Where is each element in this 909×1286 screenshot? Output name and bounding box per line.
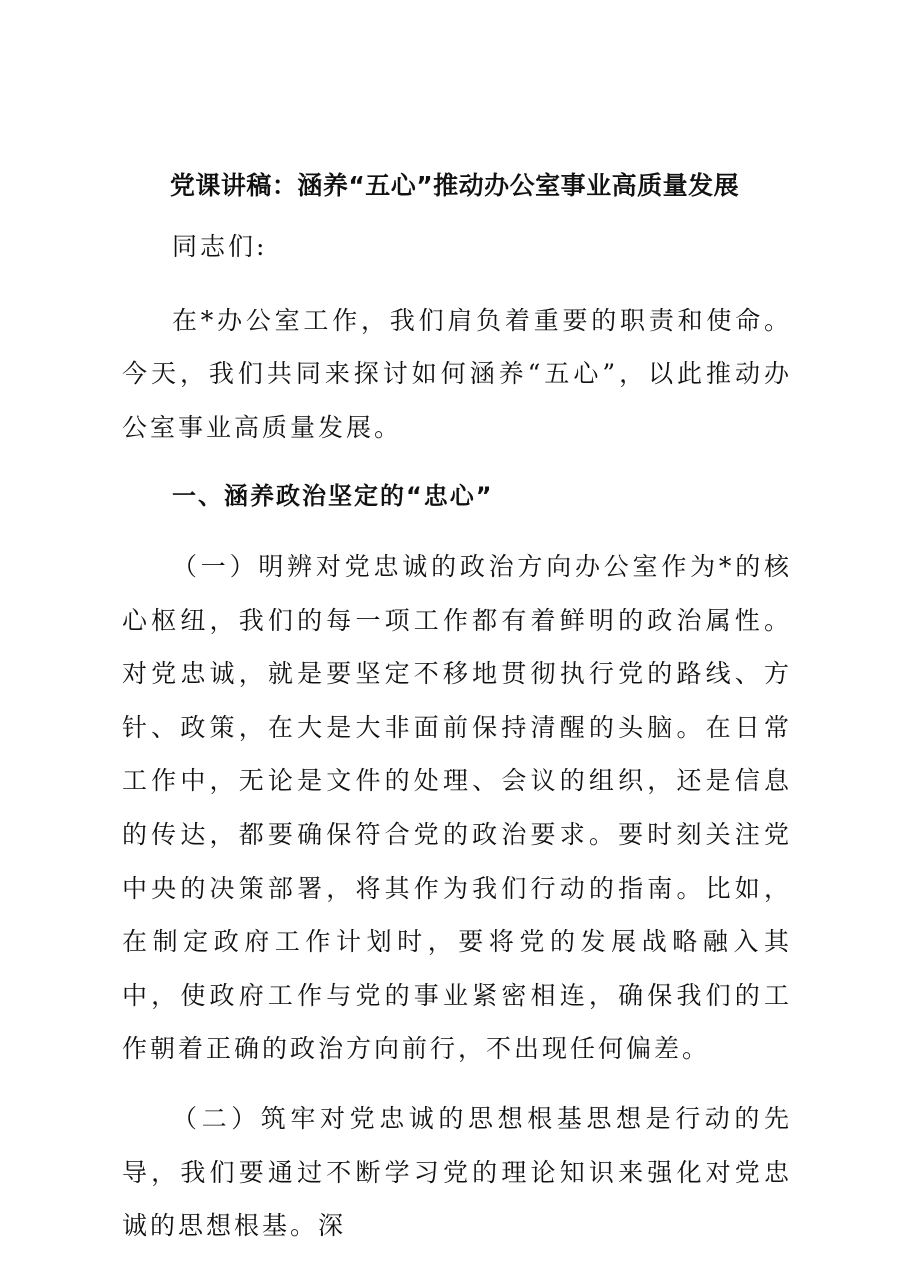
- intro-paragraph: 在*办公室工作，我们肩负着重要的职责和使命。今天，我们共同来探讨如何涵养“五心”，以此推动办公室事业高质量发展。: [122, 305, 792, 442]
- section-paragraph-1: （一）明辨对党忠诚的政治方向办公室作为*的核心枢纽，我们的每一项工作都有着鲜明的政治属性。对党忠诚，就是要坚定不移地贯彻执行党的路线、方针、政策，在大是大非面前保持清醒的头脑。在日常工作中，无论是文件的处理、会议的组织，还是信息的传达，都要确保符合党的政治要求。要时刻关注党中央的决策部署，将其作为我们行动的指南。比如，在制定政府工作计划时，要将党的发展战略融入其中，使政府工作与党的事业紧密相连，确保我们的工作朝着正确的政治方向前行，不出现任何偏差。: [122, 551, 792, 1064]
- document-title: 党课讲稿：涵养“五心”推动办公室事业高质量发展: [169, 171, 740, 200]
- section-heading: 一、涵养政治坚定的“忠心”: [172, 482, 494, 511]
- document-body: [122, 220, 792, 1269]
- section-paragraph-2: （二）筑牢对党忠诚的思想根基思想是行动的先导，我们要通过不断学习党的理论知识来强化对党忠诚的思想根基。深: [122, 1103, 792, 1241]
- greeting: 同志们:: [172, 232, 268, 261]
